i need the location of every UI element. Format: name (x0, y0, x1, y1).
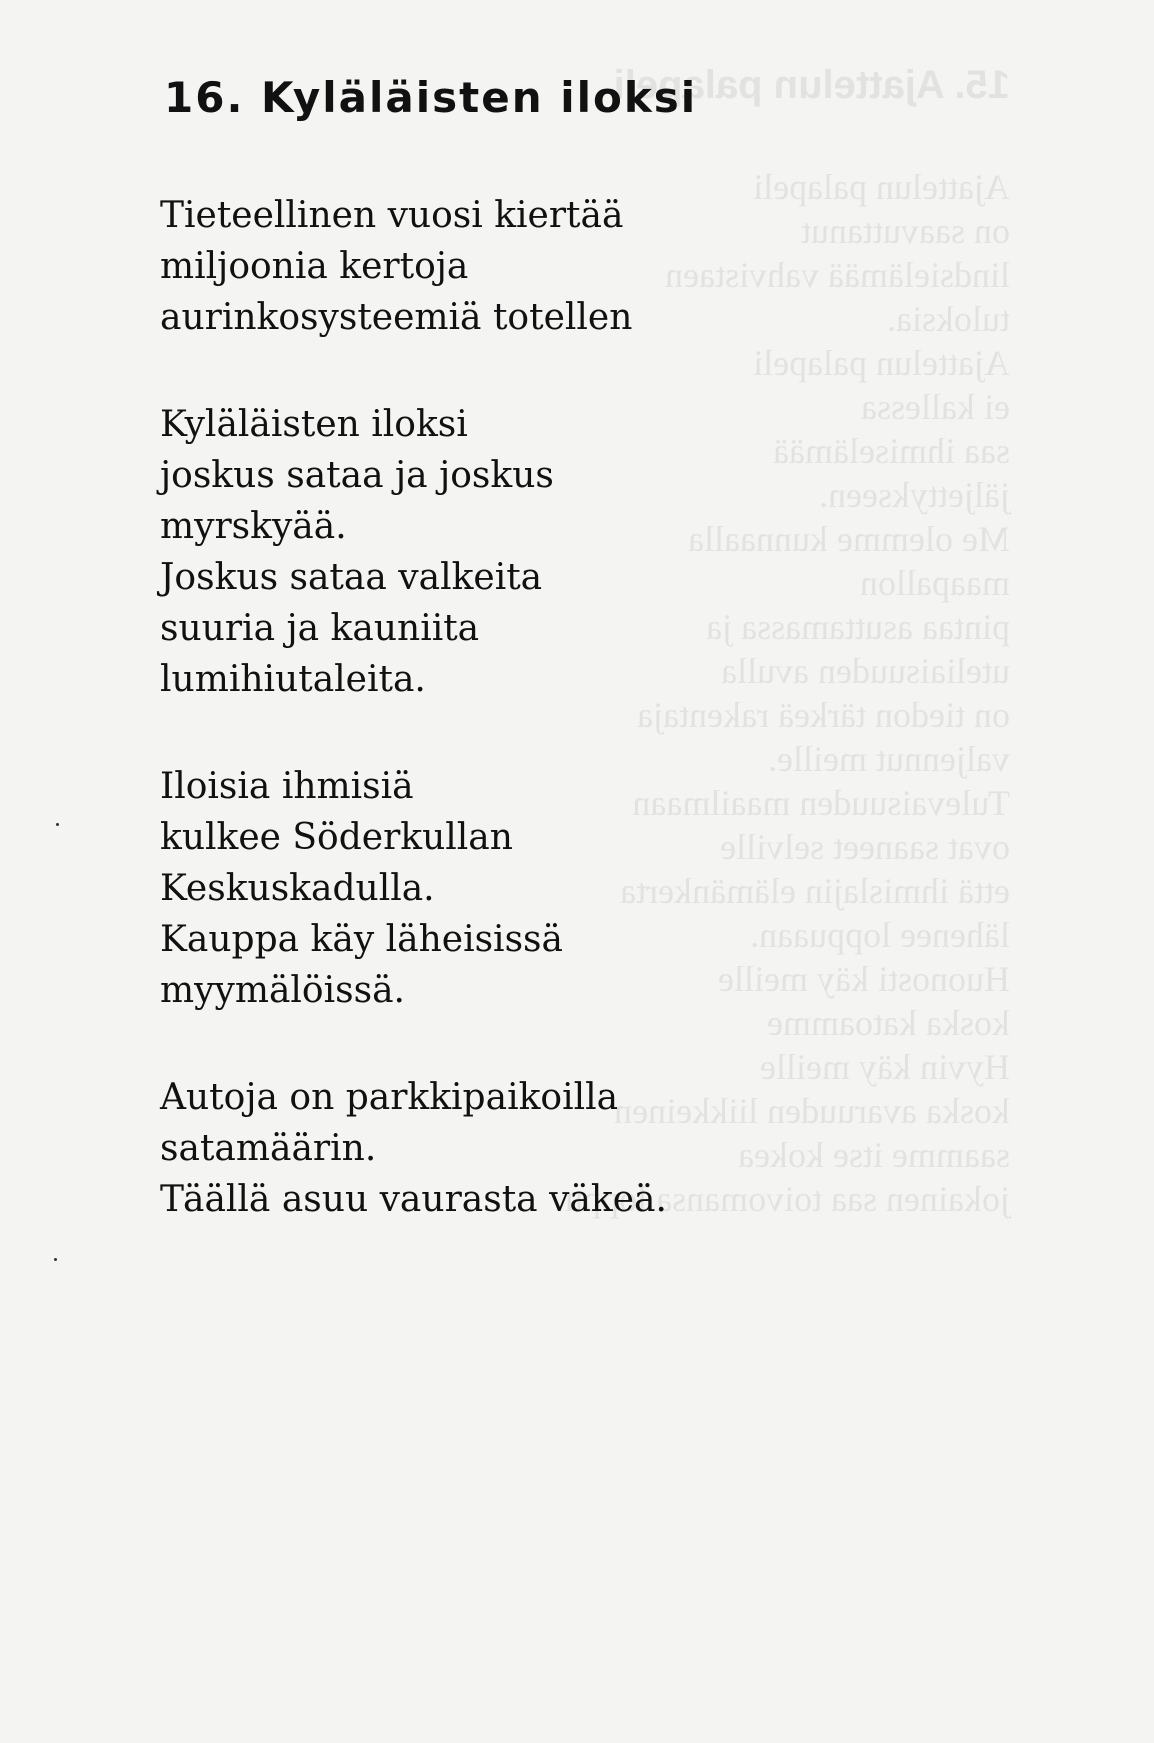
stanza (160, 190, 1060, 343)
show-through-line: että ihmislajin elämänkerta (620, 871, 1010, 911)
poem-line: joskus sataa ja joskus (160, 455, 554, 496)
show-through-line: lindsielämää vahvistaen (665, 255, 1010, 295)
poem-line: Iloisia ihmisiä (160, 766, 414, 807)
page-title: 16. Kyläläisten iloksi (164, 73, 698, 122)
show-through-line: on tiedon tärkeä rakentaja (637, 695, 1010, 735)
show-through-title: 15. Ajattelun palapeli (613, 63, 1010, 107)
poem-line: Tieteellinen vuosi kiertää (160, 195, 624, 236)
poem-line: myrskyää. (160, 506, 347, 547)
poem-line: Autoja on parkkipaikoilla (160, 1077, 619, 1118)
stanza (160, 1072, 1060, 1225)
show-through-line: lähenee loppuaan. (750, 915, 1010, 955)
show-through-line: ovat saaneet selville (720, 827, 1010, 867)
show-through-line: saamme itse kokea (738, 1135, 1010, 1175)
stanza (160, 399, 1060, 705)
show-through-line: Me olemme kunnaalla (688, 519, 1010, 559)
show-through-line: jokainen saa toivomansa loppu (565, 1179, 1010, 1219)
poem-line: Keskuskadulla. (160, 868, 435, 909)
poem-line: aurinkosysteemiä totellen (160, 297, 633, 338)
poem-line: lumihiutaleita. (160, 659, 426, 700)
poem-body (160, 190, 1060, 1225)
show-through-line: pintaa asuttamassa ja (706, 607, 1010, 647)
speck-mark (56, 823, 59, 826)
show-through-line: Ajattelun palapeli (753, 167, 1010, 207)
poem-line: Täällä asuu vaurasta väkeä. (160, 1179, 667, 1220)
show-through-line: koska avaruuden liikkeinen (614, 1091, 1010, 1131)
poem-line: Kauppa käy läheisissä (160, 919, 563, 960)
poem-line: Joskus sataa valkeita (160, 557, 543, 598)
poem-line: kulkee Söderkullan (160, 817, 513, 858)
show-through-line: ei kallessa (861, 387, 1010, 427)
show-through-line: Huonosti käy meille (718, 959, 1010, 999)
show-through-line: jäljettykseen. (819, 475, 1010, 515)
poem-line: miljoonia kertoja (160, 246, 469, 287)
show-through-line: uteliaisuuden avulla (721, 651, 1010, 691)
show-through-line: Ajattelun palapeli (753, 343, 1010, 383)
poem-line: satamäärin. (160, 1128, 377, 1169)
show-through-line: Hyvin käy meille (760, 1047, 1010, 1087)
stanza (160, 761, 1060, 1016)
show-through-line: maapallon (860, 563, 1010, 603)
show-through-line: Tulevaisuuden maailmaan (632, 783, 1010, 823)
show-through-line: valjennut meille. (768, 739, 1010, 779)
poem-line: myymälöissä. (160, 970, 405, 1011)
show-through-line: on saavuttanut (801, 211, 1010, 251)
poem-content (160, 68, 1060, 1281)
show-through-line: koska katoamme (767, 1003, 1010, 1043)
poem-line: Kyläläisten iloksi (160, 404, 468, 445)
poem-line: suuria ja kauniita (160, 608, 480, 649)
show-through-line: saa ihmiselämää (773, 431, 1010, 471)
speck-mark (54, 1258, 57, 1261)
show-through-line: tuloksia. (887, 299, 1010, 339)
